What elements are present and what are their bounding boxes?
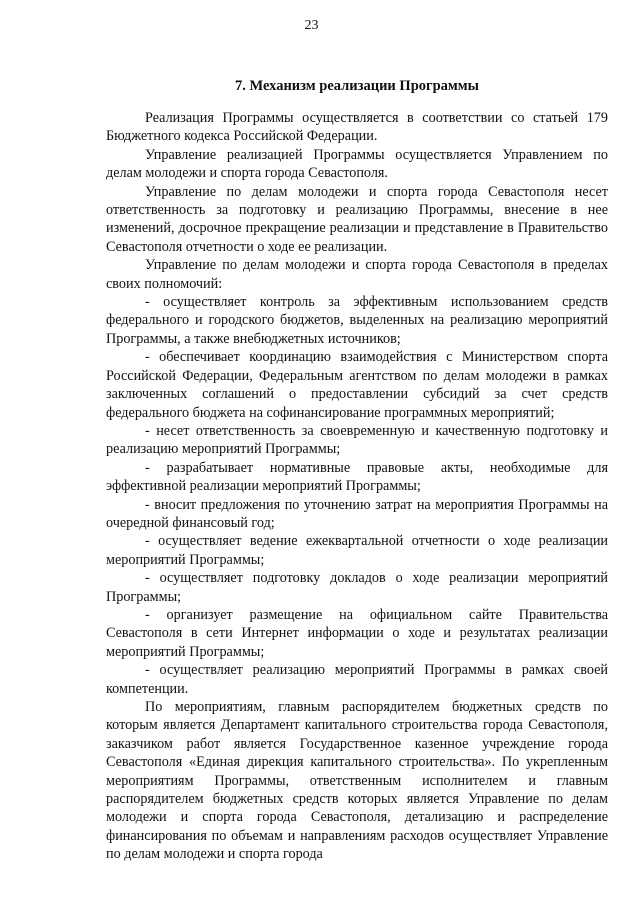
list-item-cost-proposals: - вносит предложения по уточнению затрат на мероприятия Программы на очередной финансовый год; [106,496,608,531]
list-item-control: - осуществляет контроль за эффективным использованием средств федерального и городского бюджетов, выделенных на реализацию мероприятий Программы, а также внебюджетных источников; [106,294,608,347]
body-text [106,109,608,864]
paragraph-capital-construction: По мероприятиям, главным распорядителем бюджетных средств по которым является Департамент капитального строительства города Севастополя, заказчиком работ является Государственное казенное учреждение города Севастополя «Единая дирекция капитального строительства». По укрепленным мероприятиям Программы, ответственным исполнителем и главным распорядителем бюджетных средств которых является Управление по делам молодежи и спорта города Севастополя, детализацию и распределение финансирования по объемам и направлениям расходов осуществляет Управление по делам молодежи и спорта города [106,699,608,863]
page-number: 23 [304,18,319,33]
paragraph-responsibility: Управление по делам молодежи и спорта города Севастополя несет ответственность за подготовку и реализацию Программы, внесение в нее изменений, досрочное прекращение реализации и представление в Правительство Севастополя отчетности о ходе ее реализации. [106,183,608,255]
list-item-implementation: - осуществляет реализацию мероприятий Программы в рамках своей компетенции. [106,662,608,697]
list-item-reports: - осуществляет подготовку докладов о ходе реализации мероприятий Программы; [106,570,608,605]
list-item-website-publication: - организует размещение на официальном сайте Правительства Севастополя в сети Интернет информации о ходе и результатах реализации мероприятий Программы; [106,606,608,660]
paragraph-powers-intro: Управление по делам молодежи и спорта города Севастополя в пределах своих полномочий: [106,257,608,292]
paragraph-legal-basis: Реализация Программы осуществляется в соответствии со статьей 179 Бюджетного кодекса Российской Федерации. [106,110,608,145]
list-item-regulations: - разрабатывает нормативные правовые акты, необходимые для эффективной реализации мероприятий Программы; [106,459,608,495]
paragraph-program-management: Управление реализацией Программы осуществляется Управлением по делам молодежи и спорта города Севастополя. [106,146,608,182]
list-item-coordination: - обеспечивает координацию взаимодействия с Министерством спорта Российской Федерации, Федеральным агентством по делам молодежи в рамках заключенных соглашений о предоставлении субсидий за счет средств федерального бюджета на софинансирование программных мероприятий; [106,349,608,421]
section-heading: 7. Механизм реализации Программы [235,78,479,94]
list-item-quarterly-reporting: - осуществляет ведение ежеквартальной отчетности о ходе реализации мероприятий Программы; [106,533,608,568]
list-item-preparation: - несет ответственность за своевременную и качественную подготовку и реализацию мероприятий Программы; [106,422,608,458]
